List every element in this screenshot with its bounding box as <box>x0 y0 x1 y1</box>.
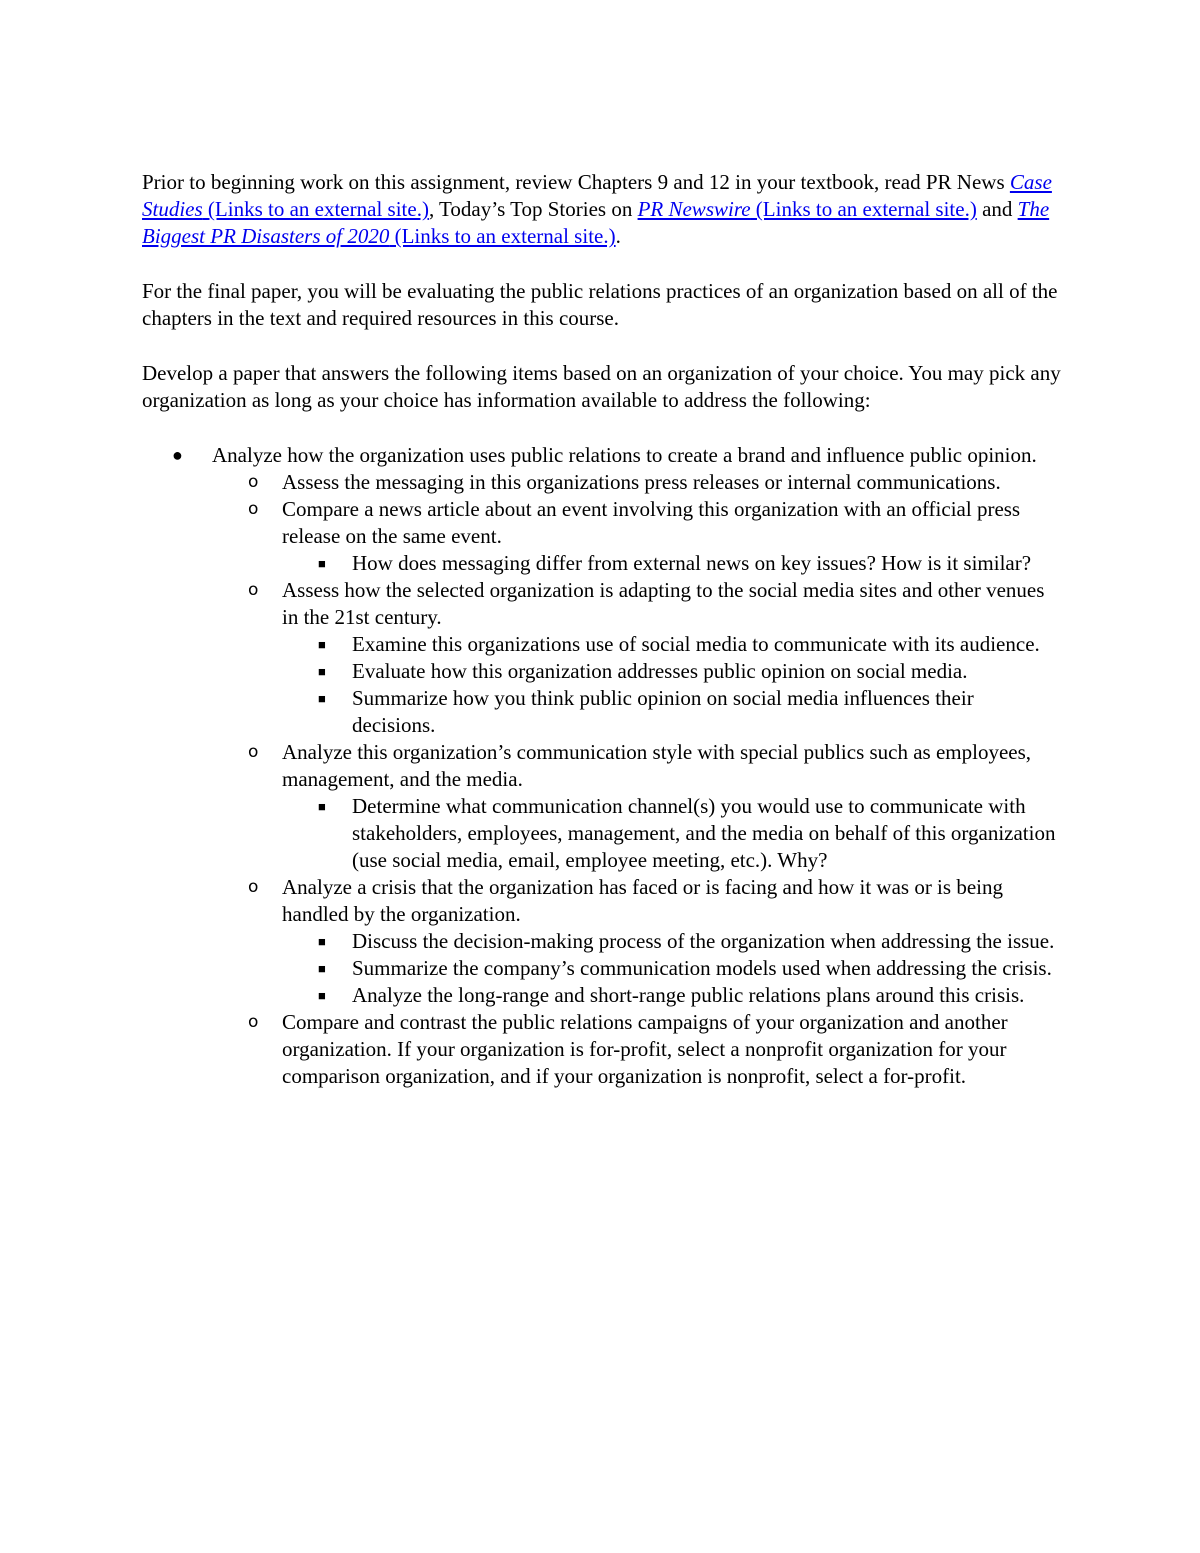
bullet-square-icon: ■ <box>318 664 326 679</box>
bullet-square-icon: ■ <box>318 637 326 652</box>
intro-text-4: . <box>615 224 621 248</box>
bullet-square-icon: ■ <box>318 799 326 814</box>
bullet-square-icon: ■ <box>318 556 326 571</box>
document-page <box>142 169 1062 1090</box>
list-item: o Assess how the selected organization is adapting to the social media sites and other venues in the 21st century. <box>248 578 1045 629</box>
bullet-circle-icon: o <box>248 580 259 600</box>
list-item: o Compare and contrast the public relations campaigns of your organization and another organization. If your organization is for-profit, select a nonprofit organization for your comparison organization, and if your organization is nonprofit, select a for-profit. <box>248 1010 1008 1088</box>
bullet-square-icon: ■ <box>318 691 326 706</box>
list-item: ■ Summarize the company’s communication models used when addressing the crisis. <box>318 956 1052 980</box>
list-item: o Assess the messaging in this organizations press releases or internal communications. <box>248 470 1001 494</box>
bullet-square-icon: ■ <box>318 988 326 1003</box>
intro-paragraph <box>142 169 1062 250</box>
pr-disasters-link[interactable]: The Biggest PR Disasters of 2020 (Links to an external site.) <box>142 197 1050 248</box>
list-item: ■ Evaluate how this organization addresses public opinion on social media. <box>318 659 968 683</box>
list-item: o Analyze a crisis that the organization has faced or is facing and how it was or is being handled by the organization. <box>248 875 1003 926</box>
list-item: o Analyze this organization’s communication style with special publics such as employees, management, and the media. <box>248 740 1032 791</box>
list-item: ■ Determine what communication channel(s) you would use to communicate with stakeholders, employees, management, and the media on behalf of this organization (use social media, email, employee meeting, etc.). Why? <box>318 794 1056 872</box>
list-item: o Compare a news article about an event involving this organization with an official press release on the same event. <box>248 497 1021 548</box>
list-item: ■ Examine this organizations use of social media to communicate with its audience. <box>318 632 1040 656</box>
list-item: ■ Analyze the long-range and short-range public relations plans around this crisis. <box>318 983 1025 1007</box>
bullet-circle-icon: o <box>248 499 259 519</box>
bullet-disc-icon: ● <box>172 445 183 465</box>
bullet-circle-icon: o <box>248 742 259 762</box>
requirements-list <box>142 442 1062 1090</box>
develop-paper-paragraph: Develop a paper that answers the following items based on an organization of your choice. You may pick any organization as long as your choice has information available to address the following: <box>142 361 1061 412</box>
bullet-circle-icon: o <box>248 1012 259 1032</box>
intro-text-3: and <box>976 197 1018 221</box>
bullet-square-icon: ■ <box>318 934 326 949</box>
list-item: ● Analyze how the organization uses public relations to create a brand and influence public opinion. <box>172 443 1037 467</box>
intro-text-2: , Today’s Top Stories on <box>428 197 638 221</box>
bullet-circle-icon: o <box>248 472 259 492</box>
bullet-circle-icon: o <box>248 877 259 897</box>
list-item: ■ Discuss the decision-making process of the organization when addressing the issue. <box>318 929 1055 953</box>
bullet-square-icon: ■ <box>318 961 326 976</box>
pr-newswire-link[interactable]: PR Newswire (Links to an external site.) <box>637 197 977 221</box>
case-studies-link[interactable]: Case Studies (Links to an external site.) <box>142 170 1052 221</box>
list-item: ■ How does messaging differ from external news on key issues? How is it similar? <box>318 551 1032 575</box>
list-item: ■ Summarize how you think public opinion on social media influences their decisions. <box>318 686 974 737</box>
intro-text-1: Prior to beginning work on this assignment, review Chapters 9 and 12 in your textbook, read PR News <box>142 170 1010 194</box>
final-paper-paragraph: For the final paper, you will be evaluating the public relations practices of an organization based on all of the chapters in the text and required resources in this course. <box>142 279 1058 330</box>
